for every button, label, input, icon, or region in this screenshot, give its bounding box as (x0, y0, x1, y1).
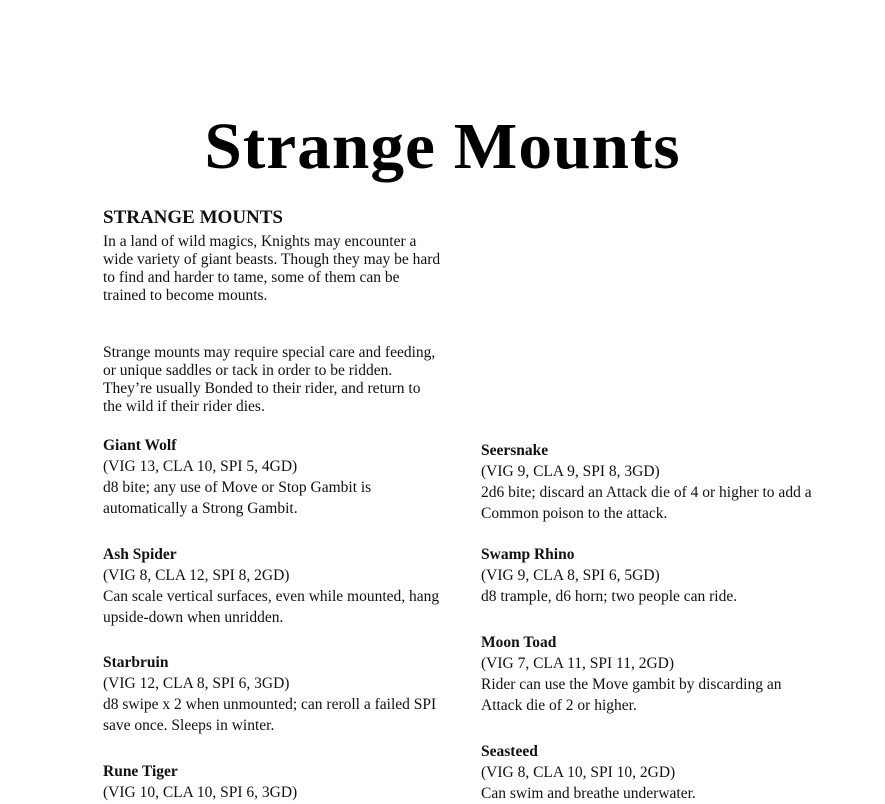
mount-name: Ash Spider (103, 546, 177, 563)
mount-description: Can scale vertical surfaces, even while mounted, hang upside-down when unridden. (103, 588, 440, 626)
mount-entry-seasteed (481, 741, 821, 804)
mount-name: Rune Tiger (103, 763, 178, 780)
mount-name: Swamp Rhino (481, 546, 575, 563)
mount-entry-giant-wolf (103, 435, 443, 519)
mount-stats: (VIG 7, CLA 11, SPI 11, 2GD) (481, 655, 675, 672)
mount-name: Seersnake (481, 442, 549, 459)
intro-paragraph-1: In a land of wild magics, Knights may encounter a wide variety of giant beasts. Though they may be hard to find and harder to tame, some of them can be trained to become mounts. (103, 233, 441, 304)
mount-entry-ash-spider (103, 544, 443, 628)
mount-description: Can swim and breathe underwater. (481, 785, 696, 802)
mount-name: Seasteed (481, 743, 538, 760)
mount-stats: (VIG 9, CLA 8, SPI 6, 5GD) (481, 567, 660, 584)
page-title-logo: Strange Mounts (204, 110, 681, 183)
mount-description: Rider can use the Move gambit by discarding an Attack die of 2 or higher. (481, 676, 782, 714)
mount-stats: (VIG 9, CLA 9, SPI 8, 3GD) (481, 463, 660, 480)
mount-description: d8 bite; any use of Move or Stop Gambit is automatically a Strong Gambit. (103, 479, 372, 517)
mount-entry-starbruin (103, 652, 443, 736)
mount-name: Moon Toad (481, 634, 557, 651)
mount-stats: (VIG 10, CLA 10, SPI 6, 3GD) (103, 784, 298, 801)
mount-description: 2d6 bite; discard an Attack die of 4 or higher to add a Common poison to the attack. (481, 484, 812, 522)
mount-entry-seersnake (481, 440, 821, 524)
mount-stats: (VIG 13, CLA 10, SPI 5, 4GD) (103, 458, 298, 475)
mount-stats: (VIG 8, CLA 10, SPI 10, 2GD) (481, 764, 676, 781)
mount-stats: (VIG 12, CLA 8, SPI 6, 3GD) (103, 675, 290, 692)
mount-stats: (VIG 8, CLA 12, SPI 8, 2GD) (103, 567, 290, 584)
mount-entry-swamp-rhino (481, 544, 821, 607)
mount-name: Giant Wolf (103, 437, 177, 454)
intro-paragraph-2: Strange mounts may require special care and feeding, or unique saddles or tack in order to be ridden. They’re usually Bonded to their rider, and return to the wild if their rider dies. (103, 344, 436, 415)
section-heading: STRANGE MOUNTS (103, 207, 283, 228)
mount-entry-rune-tiger (103, 761, 443, 803)
mount-description: d8 swipe x 2 when unmounted; can reroll a failed SPI save once. Sleeps in winter. (103, 696, 437, 734)
mount-name: Starbruin (103, 654, 169, 671)
mount-entry-moon-toad (481, 632, 821, 716)
mount-description: d8 trample, d6 horn; two people can ride. (481, 588, 738, 605)
